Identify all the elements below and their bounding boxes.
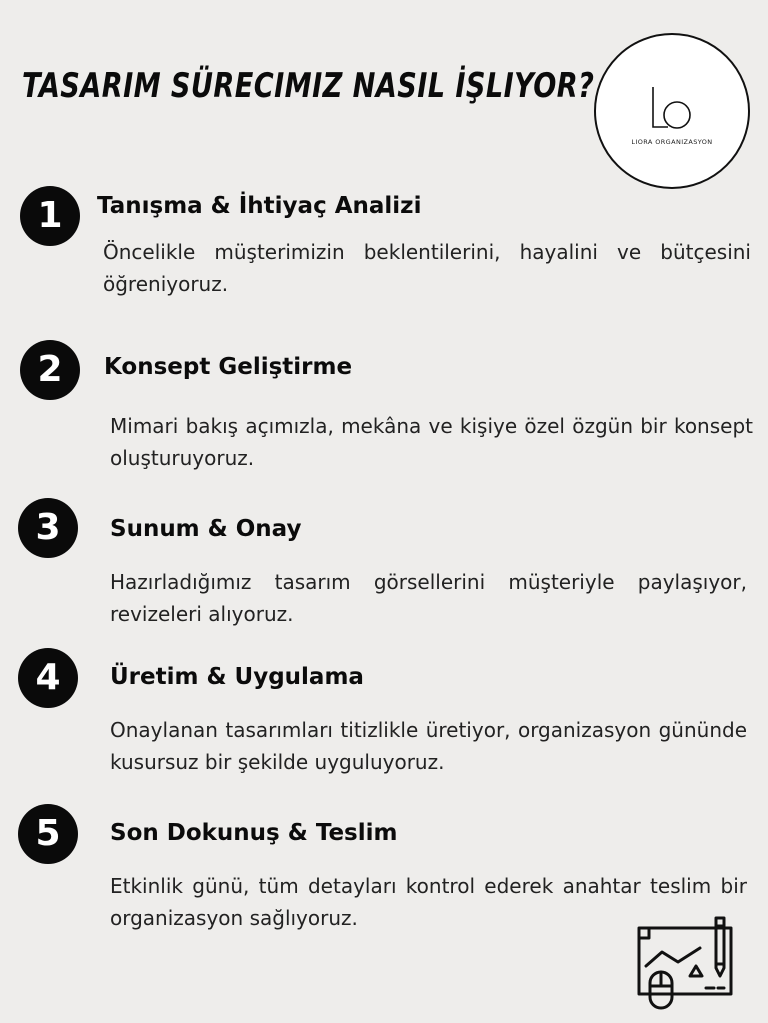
step-1-description: Öncelikle müşterimizin beklentilerini, hayalini ve bütçesini öğreniyoruz. xyxy=(103,240,751,296)
step-3-description: Hazırladığımız tasarım görsellerini müşteriyle paylaşıyor, revizeleri alıyoruz. xyxy=(110,570,747,626)
logo-text: LIORA ORGANIZASYON xyxy=(631,138,713,146)
step-5-title: Son Dokunuş & Teslim xyxy=(110,820,398,846)
design-blueprint-icon xyxy=(636,914,740,1014)
step-2-title: Konsept Geliştirme xyxy=(104,354,353,380)
step-2-number: 2 xyxy=(20,340,80,400)
step-3-number: 3 xyxy=(18,498,78,558)
step-4-description: Onaylanan tasarımları titizlikle üretiyor, organizasyon gününde kusursuz bir şekilde uyguluyoruz. xyxy=(110,718,747,774)
logo xyxy=(594,33,750,189)
step-1-number: 1 xyxy=(20,186,80,246)
page-title: TASARIM SÜRECIMIZ NASIL İŞLIYOR? xyxy=(22,66,595,106)
step-3-title: Sunum & Onay xyxy=(110,516,302,542)
step-4-number: 4 xyxy=(18,648,78,708)
step-1-title: Tanışma & İhtiyaç Analizi xyxy=(97,193,422,219)
step-5-number: 5 xyxy=(18,804,78,864)
step-2-description: Mimari bakış açımızla, mekâna ve kişiye özel özgün bir konsept oluşturuyoruz. xyxy=(110,414,753,470)
step-4-title: Üretim & Uygulama xyxy=(110,664,364,690)
lo-monogram-icon xyxy=(596,35,748,187)
step-5-description: Etkinlik günü, tüm detayları kontrol ederek anahtar teslim bir organizasyon sağlıyoruz. xyxy=(110,874,747,930)
